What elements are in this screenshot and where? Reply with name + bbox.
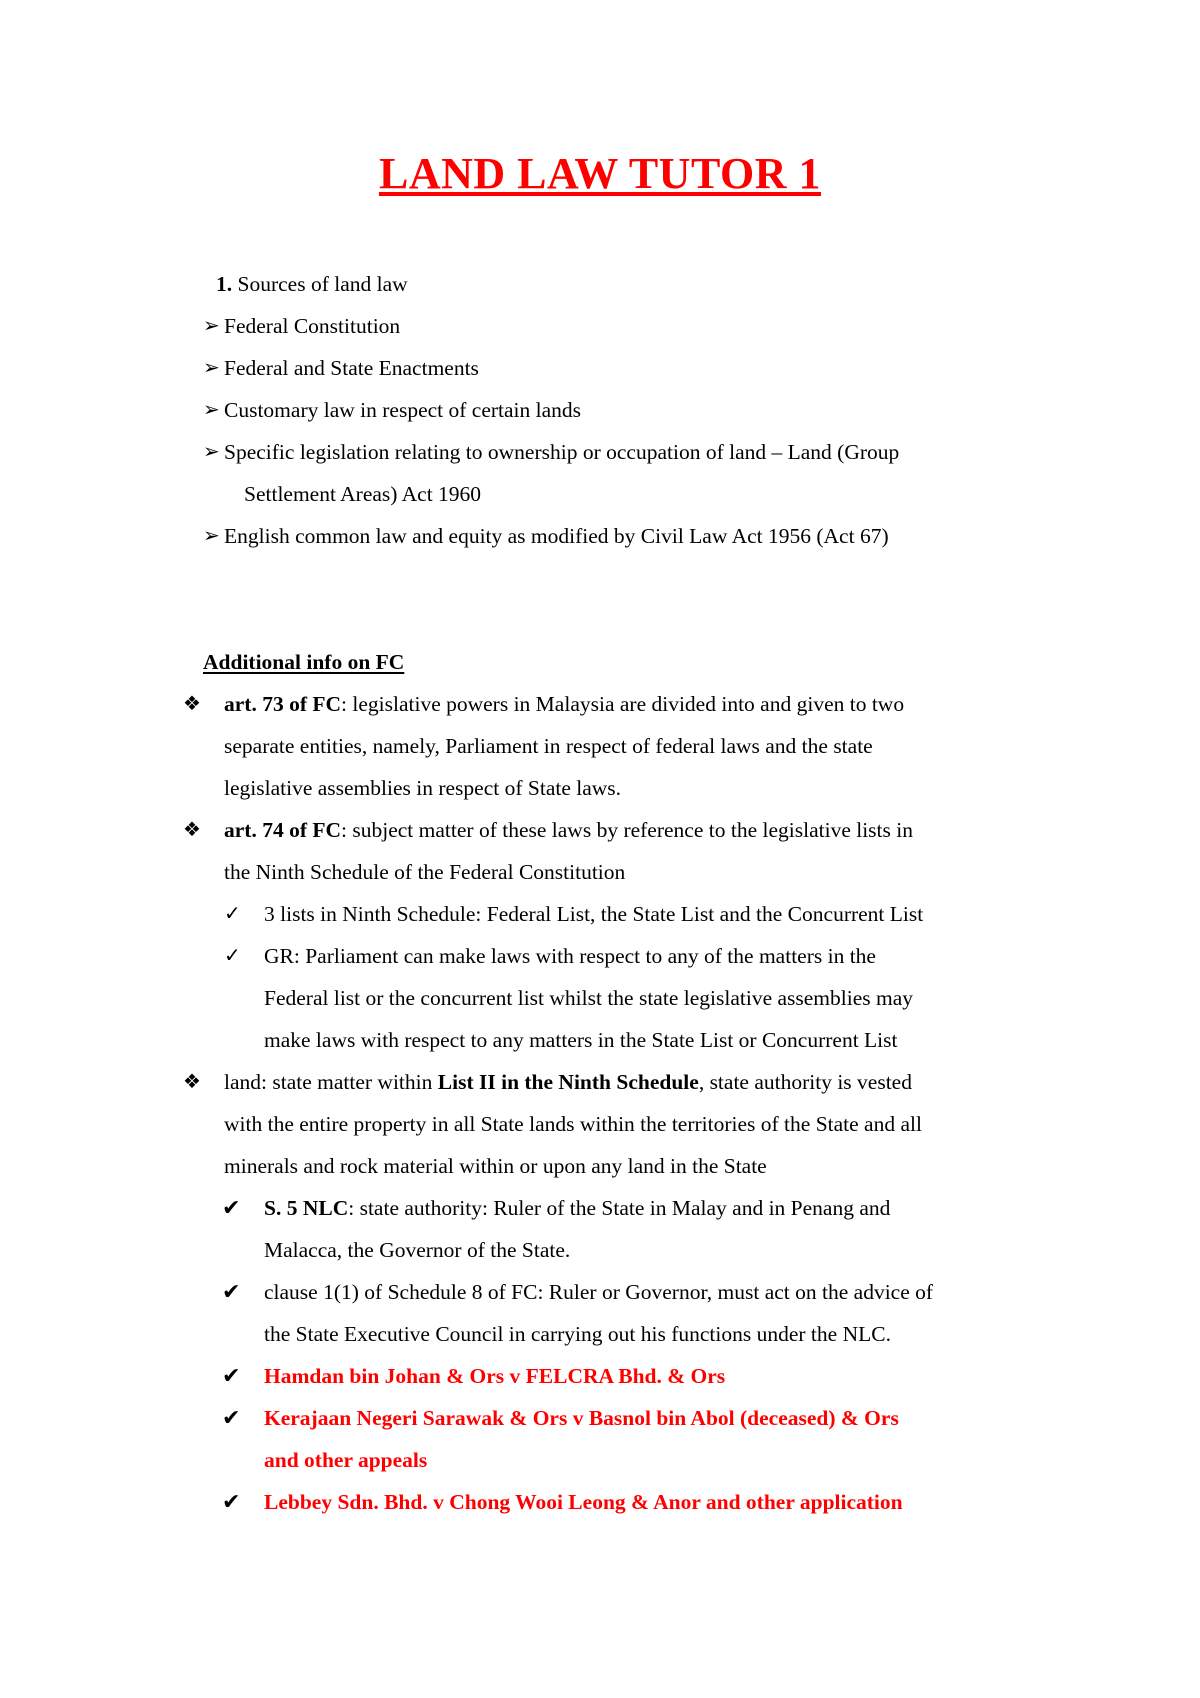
art74-sub2-line-3: make laws with respect to any matters in the State List or Concurrent List (264, 1028, 898, 1052)
clause-line-1: clause 1(1) of Schedule 8 of FC: Ruler or Governor, must act on the advice of (264, 1280, 934, 1304)
art73-line-2: separate entities, namely, Parliament in respect of federal laws and the state (224, 734, 873, 758)
art74-sub2-line-2: Federal list or the concurrent list whilst the state legislative assemblies may (264, 986, 914, 1010)
s5-line-2: Malacca, the Governor of the State. (264, 1238, 571, 1262)
check-icon: ✓ (224, 903, 241, 925)
case-kerajaan-line-1: Kerajaan Negeri Sarawak & Ors v Basnol bin Abol (deceased) & Ors (264, 1406, 899, 1430)
section2-heading: Additional info on FC (203, 650, 405, 674)
arrow-bullet-icon: ➢ (203, 315, 220, 337)
section1-number: 1. (216, 272, 233, 296)
arrow-bullet-icon: ➢ (203, 357, 220, 379)
bold-check-icon: ✔ (222, 1405, 241, 1430)
bold-check-icon: ✔ (222, 1195, 241, 1220)
land-bold: List II in the Ninth Schedule (437, 1070, 699, 1094)
art73-text: : legislative powers in Malaysia are divided into and given to two (341, 692, 905, 716)
s5-line (264, 1194, 890, 1222)
arrow-bullet-icon: ➢ (203, 399, 220, 421)
land-line (224, 1068, 912, 1096)
case-hamdan: Hamdan bin Johan & Ors v FELCRA Bhd. & Ors (264, 1364, 726, 1388)
check-icon: ✓ (224, 945, 241, 967)
list-item: English common law and equity as modified by Civil Law Act 1956 (Act 67) (224, 524, 889, 548)
land-post: , state authority is vested (698, 1070, 912, 1094)
bold-check-icon: ✔ (222, 1279, 241, 1304)
land-line-3: minerals and rock material within or upon any land in the State (224, 1154, 767, 1178)
document-title: LAND LAW TUTOR 1 (378, 149, 821, 198)
art74-line (224, 816, 913, 844)
arrow-bullet-icon: ➢ (203, 441, 220, 463)
arrow-bullet-icon: ➢ (203, 525, 220, 547)
art73-line-3: legislative assemblies in respect of State laws. (224, 776, 622, 800)
bold-check-icon: ✔ (222, 1363, 241, 1388)
diamond-bullet-icon: ❖ (183, 1071, 201, 1093)
s5-label: S. 5 NLC (264, 1196, 349, 1220)
list-item: Customary law in respect of certain lands (224, 398, 582, 422)
art74-label: art. 74 of FC (224, 818, 342, 842)
case-lebbey: Lebbey Sdn. Bhd. v Chong Wooi Leong & Anor and other application (264, 1490, 903, 1514)
list-item: Specific legislation relating to ownership or occupation of land – Land (Group (224, 440, 900, 464)
art74-sub2-line-1: GR: Parliament can make laws with respect to any of the matters in the (264, 944, 876, 968)
s5-text: : state authority: Ruler of the State in Malay and in Penang and (348, 1196, 891, 1220)
case-kerajaan-line-2: and other appeals (264, 1448, 428, 1472)
art73-line (224, 690, 904, 718)
list-item-continuation: Settlement Areas) Act 1960 (244, 482, 482, 506)
land-pre: land: state matter within (224, 1070, 438, 1094)
list-item: Federal and State Enactments (224, 356, 479, 380)
list-item: Federal Constitution (224, 314, 401, 338)
art74-text: : subject matter of these laws by reference to the legislative lists in (341, 818, 913, 842)
art74-line-2: the Ninth Schedule of the Federal Constitution (224, 860, 626, 884)
clause-line-2: the State Executive Council in carrying out his functions under the NLC. (264, 1322, 891, 1346)
art73-label: art. 73 of FC (224, 692, 342, 716)
diamond-bullet-icon: ❖ (183, 819, 201, 841)
diamond-bullet-icon: ❖ (183, 693, 201, 715)
art74-sub1: 3 lists in Ninth Schedule: Federal List, the State List and the Concurrent List (264, 902, 924, 926)
section1-heading (216, 270, 408, 298)
bold-check-icon: ✔ (222, 1489, 241, 1514)
land-line-2: with the entire property in all State lands within the territories of the State and all (224, 1112, 922, 1136)
section1-title: Sources of land law (237, 272, 408, 296)
